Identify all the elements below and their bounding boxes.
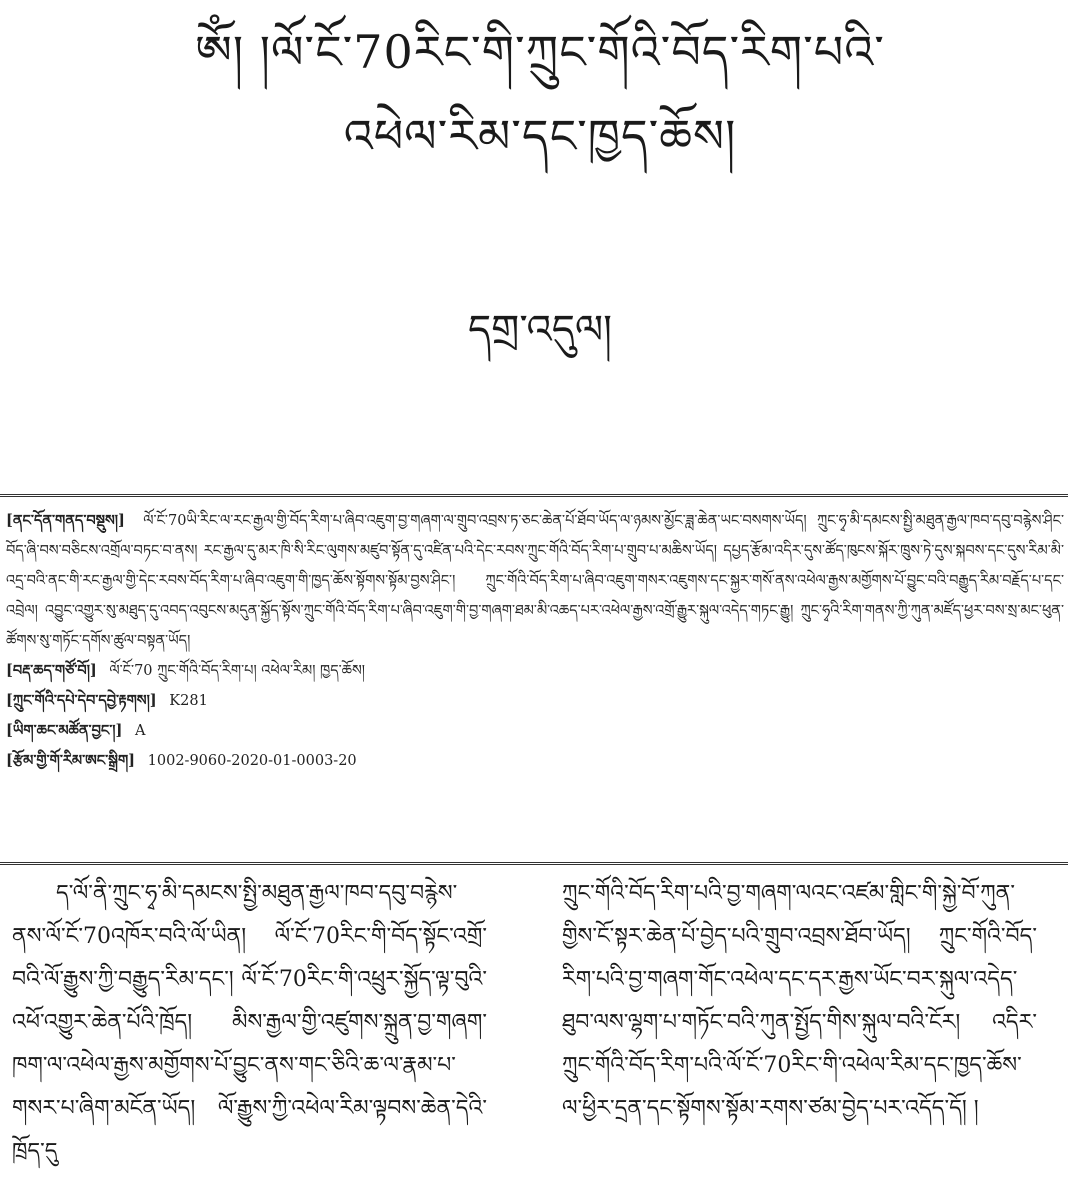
keywords-row <box>6 656 1064 686</box>
keywords-value: ལོ་ངོ་70 ཀྲུང་གོའི་བོད་རིག་པ། འཕེལ་རིམ། ཁྱད་ཆོས། <box>109 663 365 679</box>
abstract <box>6 506 1064 656</box>
document-code-value: A <box>134 723 146 739</box>
author-name: དགྲ་འདུལ། <box>468 307 612 353</box>
article-number-label: [རྩོམ་གྱི་གོ་རིམ་ཨང་སྒྲིག] <box>6 752 136 769</box>
body-left-column: ད་ལོ་ནི་ཀྲུང་ཧྭ་མི་དམངས་སྤྱི་མཐུན་རྒྱལ་ཁབ་དབུ་བརྙེས་ནས་ལོ་ངོ་70འཁོར་བའི་ལོ་ཡིན། ལོ་ངོ་70རིང་གི་བོད་སྟོང་འགྲོ་བའི་ལོ་རྒྱུས་ཀྱི་བརྒྱུད་རིམ་དང་། ལོ་ངོ་70རིང་གི་འཕྲུར་སྐྱོད་ལྟ་བུའི་འཕོ་འགྱུར་ཆེན་པོའི་ཁྲོད། མིས་རྒྱལ་གྱི་འཛུགས་སྐྲུན་བྱ་གཞག་ཁག་ལ་འཕེལ་རྒྱས་མགྱོགས་པོ་བྱུང་ནས་གང་ཅིའི་ཆ་ལ་རྣམ་པ་གསར་པ་ཞིག་མངོན་ཡོད། ལོ་རྒྱུས་ཀྱི་འཕེལ་རིམ་ལྟབས་ཆེན་དེའི་ཁྲོད་དུ <box>12 881 487 1164</box>
article-number-value: 1002-9060-2020-01-0003-20 <box>147 753 357 769</box>
classification-value: K281 <box>169 693 208 709</box>
body-right-column: ཀྲུང་གོའི་བོད་རིག་པའི་བྱ་གཞག་ལའང་འཛམ་གླིང་གི་སྐྱེ་བོ་ཀུན་གྱིས་ངོ་སྟར་ཆེན་པོ་བྱེད་པའི་གྲུབ་འབྲས་ཐོབ་ཡོད། ཀྲུང་གོའི་བོད་རིག་པའི་བྱ་གཞག་གོང་འཕེལ་དང་དར་རྒྱས་ཡོང་བར་སྐུལ་འདེད་ཐུབ་ལས་ལྷག་པ་གཏོང་བའི་ཀུན་སྤྱོད་གིས་སྐུལ་བའི་ངོར། འདིར་ཀྲུང་གོའི་བོད་རིག་པའི་ལོ་ངོ་70རིང་གི་འཕེལ་རིམ་དང་ཁྱད་ཆོས་ལ་ཕྱིར་དྲན་དང་སྟོགས་སྟོམ་རགས་ཙམ་བྱེད་པར་འདོད་དོ། ། <box>562 881 1037 1121</box>
keywords-label: [བརྡ་ཆད་གཙོ་བོ།] <box>6 662 97 679</box>
abstract-block <box>6 506 1064 776</box>
classification-row <box>6 686 1064 716</box>
article-title <box>0 10 1080 178</box>
title-line-2: འཕེལ་རིམ་དང་ཁྱད་ཆོས། <box>343 109 737 163</box>
abstract-label: [ནང་དོན་གནད་བསྡུས།] <box>6 512 125 529</box>
top-divider <box>0 494 1068 497</box>
abstract-text: ལོ་ངོ་70ཡི་རིང་ལ་རང་རྒྱལ་གྱི་བོད་རིག་པ་ཞིབ་འཇུག་བྱ་གཞག་ལ་གྲུབ་འབྲས་ཏ་ཅང་ཆེན་པོ་ཐོབ་ཡོད་ལ་ཉམས་མྱོང་ཟླ་ཆེན་ཡང་བསགས་ཡོད། ཀྲུང་ཧྭ་མི་དམངས་སྤྱི་མཐུན་རྒྱལ་ཁབ་དབུ་བརྙེས་ཤིང་བོད་ཞི་བས་བཅིངས་འགྲོལ་བཏང་བ་ནས། རང་རྒྱལ་དུ་མར་ཁི་སི་རིང་ལུགས་མཛུབ་སྟོན་དུ་འཛིན་པའི་དེང་རབས་ཀྲུང་གོའི་བོད་རིག་པ་གྲུབ་པ་མཆིས་ཡོད། དཔྱད་རྩོམ་འདིར་དུས་ཚོད་ཁུངས་སྐོར་ཁྲུས་ཏེ་དུས་སྐབས་དང་དུས་རིམ་མི་འདྲ་བའི་ནང་གི་རང་རྒྱལ་གྱི་དེང་རབས་བོད་རིག་པ་ཞིབ་འཇུག་གི་ཁྱད་ཆོས་སྟོགས་སྟོམ་བྱས་ཤིང་། ཀྲུང་གོའི་བོད་རིག་པ་ཞིབ་འཇུག་གསར་འཇུགས་དང་སྐྱར་གསོ་ནས་འཕེལ་རྒྱས་མགྱོགས་པོ་བྱུང་བའི་བརྒྱུད་རིམ་བརྗོད་པ་དང་འབྲེལ། འབྱུང་འགྱུར་སུ་མཐུད་དུ་འབད་འབུངས་མདུན་སྐྱོད་སྟོས་ཀྲུང་གོའི་བོད་རིག་པ་ཞིབ་འཇུག་གི་བྱ་གཞག་ཐམ་མི་འཆད་པར་འཕེལ་རྒྱས་འགྲོ་རྒྱུར་སྐུལ་འདེད་གཏང་རྒྱུ། ཀྲུང་ཧྭའི་རིག་གནས་ཀྱི་ཀུན་མཛོད་ཕྱར་བས་སྲ་མང་ཕུན་ཚོགས་སུ་གཏོང་དགོས་ཚུལ་བསྟན་ཡོད། <box>6 513 1065 649</box>
bottom-divider <box>0 862 1068 865</box>
title-line-1: ཨོཾ། །ལོ་ངོ་70རིང་གི་ཀྲུང་གོའི་བོད་རིག་པའི་ <box>195 25 885 79</box>
article-number-row <box>6 746 1064 776</box>
document-code-row <box>6 716 1064 746</box>
document-code-label: [ཡིག་ཆང་མཚོན་བྱང་།] <box>6 722 123 739</box>
classification-label: [ཀྲུང་གོའི་དཔེ་དེབ་དབྱེ་རྟགས།] <box>6 692 157 709</box>
body-columns <box>0 872 1080 1182</box>
